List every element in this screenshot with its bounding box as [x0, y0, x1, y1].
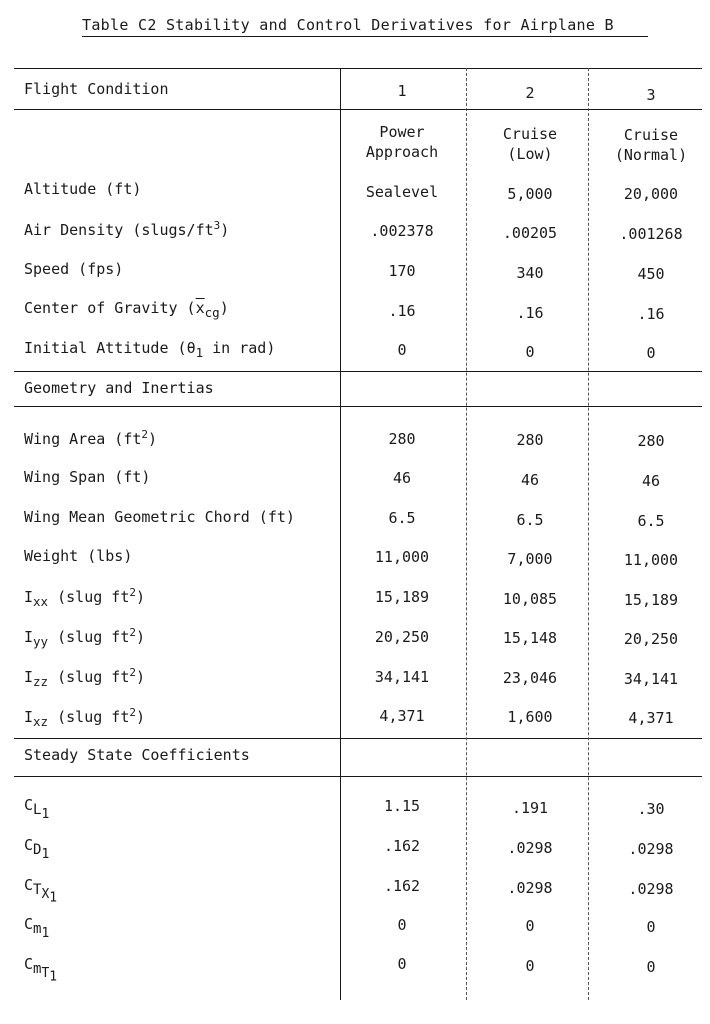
- row-label-izz: $I_{zz}$ (slug $ft^2$): [24, 666, 146, 689]
- table-cell: .0298: [507, 879, 553, 897]
- row-label-iyy: $I_{yy}$ (slug $ft^2$): [24, 626, 146, 649]
- column-number-1: 1: [397, 82, 407, 100]
- row-label-weight: Weight (lbs): [24, 547, 133, 565]
- table-cell: 0: [397, 955, 407, 973]
- row-label-mean-chord: Wing Mean Geometric Chord (ft): [24, 508, 295, 526]
- row-label-altitude: Altitude (ft): [24, 180, 142, 198]
- row-label-initial-attitude: Initial Attitude ($\theta_1$ in rad): [24, 339, 276, 360]
- table-cell: 20,250: [374, 628, 430, 646]
- table-cell: 280: [388, 430, 416, 448]
- table-cell: 15,189: [374, 588, 430, 606]
- table-cell: 20,000: [623, 185, 679, 203]
- column-header-line1: Power: [379, 123, 425, 141]
- table-cell: .0298: [507, 839, 553, 857]
- table-cell: 34,141: [623, 670, 679, 688]
- section-divider: [14, 371, 702, 372]
- table-cell: .00205: [502, 224, 558, 242]
- row-label-speed: Speed (fps): [24, 260, 124, 278]
- table-cell: 280: [516, 431, 544, 449]
- table-cell: 340: [516, 264, 544, 282]
- section-heading-steady-state: Steady State Coefficients: [24, 746, 250, 764]
- table-cell: 0: [525, 957, 535, 975]
- table-cell: 0: [646, 344, 656, 362]
- section-divider: [14, 738, 702, 739]
- table-cell: .191: [511, 799, 549, 817]
- table-cell: 170: [388, 262, 416, 280]
- column-header-3: [590, 125, 710, 165]
- table-cell: 34,141: [374, 668, 430, 686]
- table-cell: 6.5: [637, 512, 665, 530]
- table-cell: 1.15: [383, 797, 421, 815]
- column-header-line1: Cruise: [502, 125, 558, 143]
- table-cell: .16: [388, 302, 416, 320]
- table-cell: 0: [646, 958, 656, 976]
- table-cell: 1,600: [507, 708, 553, 726]
- row-label-center-of-gravity: Center of Gravity $(\overline{x}_{cg})$: [24, 299, 229, 320]
- table-cell: 4,371: [628, 709, 674, 727]
- flight-condition-label: Flight Condition: [24, 80, 169, 98]
- table-cell: 0: [525, 343, 535, 361]
- table-title: Table C2 Stability and Control Derivatives for Airplane B: [82, 16, 648, 37]
- table-cell: 11,000: [623, 551, 679, 569]
- table-cell: Sealevel: [365, 183, 439, 201]
- table-cell: .162: [383, 837, 421, 855]
- table-cell: 280: [637, 432, 665, 450]
- table-cell: .002378: [370, 222, 434, 240]
- header-divider: [14, 109, 702, 110]
- column-number-3: 3: [646, 86, 656, 104]
- row-label-cl1: $C_{L_1}$: [24, 796, 50, 822]
- column-divider: [466, 68, 467, 1000]
- table-cell: 46: [520, 471, 540, 489]
- table-cell: 5,000: [507, 185, 553, 203]
- table-cell: 7,000: [507, 550, 553, 568]
- table-cell: 0: [397, 341, 407, 359]
- table-cell: 20,250: [623, 630, 679, 648]
- table-cell: .16: [516, 304, 544, 322]
- row-label-cmt1: $C_{m_{T_1}}$: [24, 955, 58, 985]
- column-header-line2: (Normal): [614, 146, 688, 164]
- column-number-2: 2: [525, 84, 535, 102]
- table-cell: 0: [646, 918, 656, 936]
- table-cell: .30: [637, 800, 665, 818]
- section-divider: [14, 406, 702, 407]
- table-cell: .16: [637, 305, 665, 323]
- row-label-air-density: Air Density $(slugs/ft^3)$: [24, 219, 230, 239]
- table-cell: 15,189: [623, 591, 679, 609]
- table-cell: .0298: [628, 880, 674, 898]
- table-cell: .162: [383, 877, 421, 895]
- column-divider: [340, 68, 341, 1000]
- table-top-border: [14, 68, 702, 69]
- column-header-1: [342, 122, 462, 162]
- section-heading-geometry: Geometry and Inertias: [24, 379, 214, 397]
- table-cell: 6.5: [388, 509, 416, 527]
- column-header-line2: (Low): [507, 145, 553, 163]
- table-cell: 0: [397, 916, 407, 934]
- column-divider: [588, 68, 589, 1000]
- column-header-line1: Cruise: [623, 126, 679, 144]
- row-label-cd1: $C_{D_1}$: [24, 836, 50, 862]
- table-cell: .001268: [619, 225, 683, 243]
- column-header-2: [470, 124, 590, 164]
- column-header-line2: Approach: [365, 143, 439, 161]
- table-cell: 10,085: [502, 590, 558, 608]
- table-cell: 450: [637, 265, 665, 283]
- table-cell: 46: [641, 472, 661, 490]
- section-divider: [14, 776, 702, 777]
- row-label-ctx1: $C_{T_{X_1}}$: [24, 876, 58, 906]
- row-label-ixz: $I_{xz}$ (slug $ft^2$): [24, 706, 146, 729]
- table-cell: 46: [392, 469, 412, 487]
- table-cell: 0: [525, 917, 535, 935]
- row-label-cm1: $C_{m_1}$: [24, 915, 50, 941]
- row-label-wing-area: Wing Area $(ft^2)$: [24, 428, 158, 448]
- table-cell: 15,148: [502, 629, 558, 647]
- table-cell: .0298: [628, 840, 674, 858]
- row-label-ixx: $I_{xx}$ (slug $ft^2$): [24, 586, 146, 609]
- table-cell: 4,371: [379, 707, 425, 725]
- table-cell: 23,046: [502, 669, 558, 687]
- table-cell: 11,000: [374, 548, 430, 566]
- row-label-wing-span: Wing Span (ft): [24, 468, 151, 486]
- table-cell: 6.5: [516, 511, 544, 529]
